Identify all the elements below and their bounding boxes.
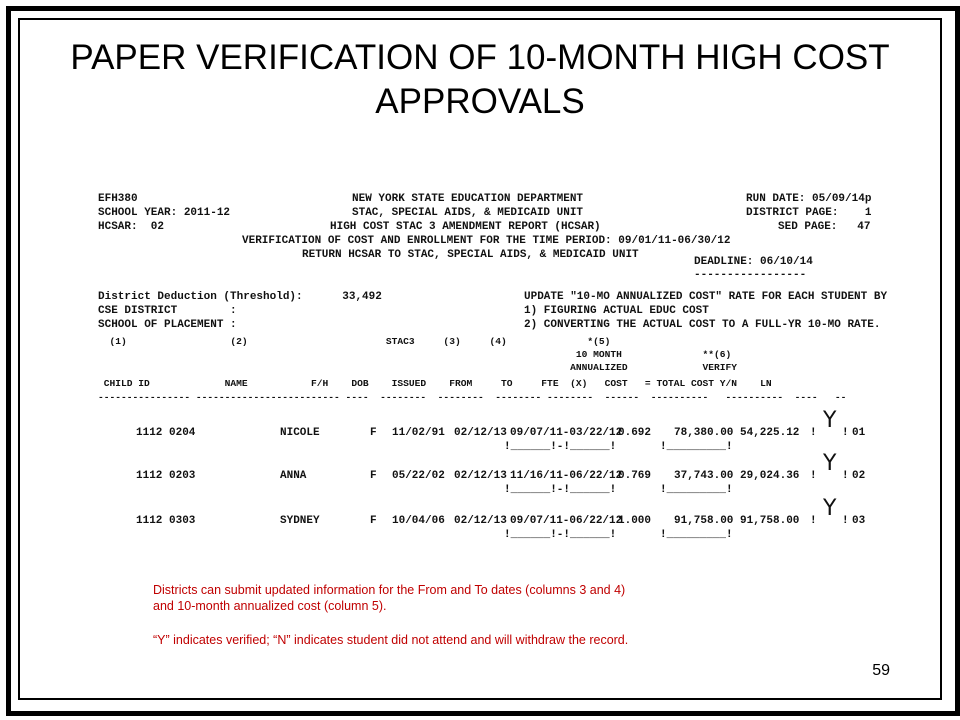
district-deduction: District Deduction (Threshold): 33,492 — [98, 291, 382, 303]
update-step-1: 1) FIGURING ACTUAL EDUC COST — [524, 305, 709, 317]
report-code: EFH380 — [98, 193, 138, 205]
line-number: 03 — [852, 515, 866, 527]
report-deadline-rule: ----------------- — [694, 269, 807, 281]
total-cost: 91,758.00 — [740, 515, 800, 527]
from-to-dates: 09/07/11-06/22/12 — [510, 515, 623, 527]
report-deadline: DEADLINE: 06/10/14 — [694, 256, 813, 268]
stac3-issued: 02/12/13 — [454, 427, 507, 439]
report-district-page: DISTRICT PAGE: 1 — [746, 207, 872, 219]
stac3-issued: 02/12/13 — [454, 470, 507, 482]
fh: F — [370, 470, 377, 482]
fh: F — [370, 515, 377, 527]
column-header-line-2: 10 MONTH **(6) — [98, 349, 732, 360]
note-line-1: Districts can submit updated information for the From and To dates (columns 3 and 4) — [153, 583, 626, 597]
line-number: 02 — [852, 470, 866, 482]
child-id: 1112 0203 — [136, 470, 196, 482]
report-period: VERIFICATION OF COST AND ENROLLMENT FOR THE TIME PERIOD: 09/01/11-06/30/12 — [242, 235, 731, 247]
verify-bracket-right: ! — [842, 427, 849, 439]
dates-entry-blank: !______!-!______! — [504, 529, 617, 541]
cost-entry-blank: !_________! — [660, 441, 733, 453]
column-header-rule: ---------------- ------------------------- ---- -------- -------- -------- -------- ------ ---------- ---------- ---- -- — [98, 392, 847, 403]
from-to-dates: 09/07/11-03/22/12 — [510, 427, 623, 439]
verify-bracket-left: ! — [810, 427, 817, 439]
verify-mark: Y — [823, 408, 837, 433]
dates-entry-blank: !______!-!______! — [504, 484, 617, 496]
child-id: 1112 0204 — [136, 427, 196, 439]
verify-bracket-right: ! — [842, 470, 849, 482]
report-name: HIGH COST STAC 3 AMENDMENT REPORT (HCSAR) — [330, 221, 601, 233]
report-school-year: SCHOOL YEAR: 2011-12 — [98, 207, 231, 219]
verify-mark: Y — [823, 451, 837, 476]
verify-mark: Y — [823, 496, 837, 521]
note-line-2: and 10-month annualized cost (column 5). — [153, 599, 387, 613]
child-name: SYDNEY — [280, 515, 320, 527]
report-unit: STAC, SPECIAL AIDS, & MEDICAID UNIT — [352, 207, 584, 219]
update-step-2: 2) CONVERTING THE ACTUAL COST TO A FULL-YR 10-MO RATE. — [524, 319, 881, 331]
verify-bracket-right: ! — [842, 515, 849, 527]
child-name: NICOLE — [280, 427, 320, 439]
fte: 1.000 — [618, 515, 652, 527]
cse-district: CSE DISTRICT : — [98, 305, 237, 317]
slide-title: PAPER VERIFICATION OF 10-MONTH HIGH COST APPROVALS — [70, 38, 890, 121]
verify-bracket-left: ! — [810, 515, 817, 527]
report-run-date: RUN DATE: 05/09/14p — [746, 193, 872, 205]
annualized-cost: 37,743.00 — [674, 470, 734, 482]
page-number: 59 — [872, 662, 890, 679]
update-instruction: UPDATE "10-MO ANNUALIZED COST" RATE FOR EACH STUDENT BY — [524, 291, 888, 303]
from-to-dates: 11/16/11-06/22/12 — [510, 470, 623, 482]
report-return: RETURN HCSAR TO STAC, SPECIAL AIDS, & MEDICAID UNIT — [302, 249, 639, 261]
child-id: 1112 0303 — [136, 515, 196, 527]
fte: 0.692 — [618, 427, 652, 439]
fte: 0.769 — [618, 470, 652, 482]
dob: 05/22/02 — [392, 470, 445, 482]
report-dept: NEW YORK STATE EDUCATION DEPARTMENT — [352, 193, 584, 205]
cost-entry-blank: !_________! — [660, 529, 733, 541]
fh: F — [370, 427, 377, 439]
dob: 11/02/91 — [392, 427, 445, 439]
line-number: 01 — [852, 427, 866, 439]
school-of-placement: SCHOOL OF PLACEMENT : — [98, 319, 237, 331]
report-hcsar: HCSAR: 02 — [98, 221, 165, 233]
column-header-line-3: ANNUALIZED VERIFY — [98, 362, 738, 373]
total-cost: 54,225.12 — [740, 427, 800, 439]
verify-bracket-left: ! — [810, 470, 817, 482]
annualized-cost: 91,758.00 — [674, 515, 734, 527]
cost-entry-blank: !_________! — [660, 484, 733, 496]
dates-entry-blank: !______!-!______! — [504, 441, 617, 453]
stac3-issued: 02/12/13 — [454, 515, 507, 527]
note-line-3: “Y” indicates verified; “N” indicates student did not attend and will withdraw the record. — [153, 633, 629, 647]
report-sed-page: SED PAGE: 47 — [778, 221, 871, 233]
column-header-line-4: CHILD ID NAME F/H DOB ISSUED FROM TO FTE (X) COST = TOTAL COST Y/N LN — [98, 378, 772, 389]
column-header-line-1: (1) (2) STAC3 (3) (4) *(5) — [98, 336, 611, 347]
total-cost: 29,024.36 — [740, 470, 800, 482]
dob: 10/04/06 — [392, 515, 445, 527]
child-name: ANNA — [280, 470, 307, 482]
annualized-cost: 78,380.00 — [674, 427, 734, 439]
scanned-report — [70, 185, 900, 575]
